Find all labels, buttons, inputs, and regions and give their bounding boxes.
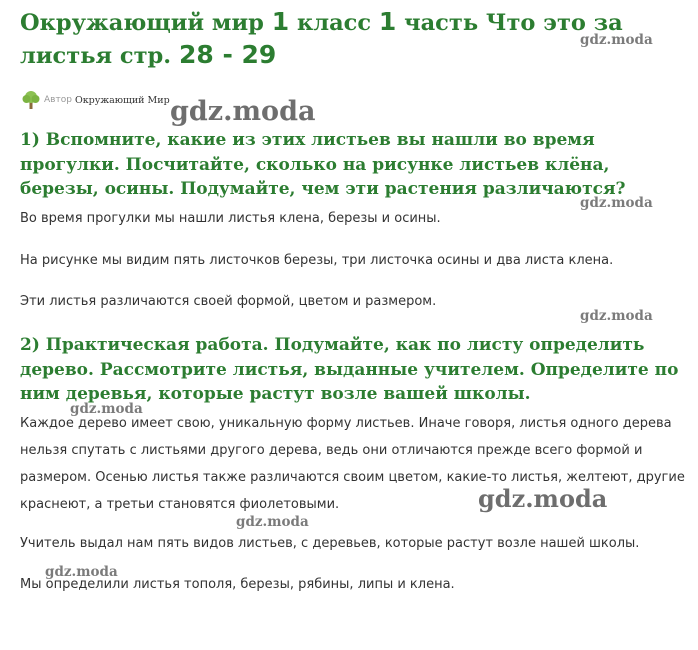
title-part-number: 1	[378, 7, 397, 36]
answer-2-paragraph-2: Учитель выдал нам пять видов листьев, с деревьев, которые растут возле нашей школы.	[20, 536, 640, 551]
watermark: gdz.moda	[580, 195, 653, 211]
watermark: gdz.moda	[70, 401, 143, 417]
answer-1-line-2: На рисунке мы видим пять листочков березы, три листочка осины и два листа клена.	[20, 253, 614, 268]
answer-1-line-1: Во время прогулки мы нашли листья клена, березы и осины.	[20, 211, 441, 226]
title-text-1: Окружающий мир	[20, 10, 272, 36]
author-line	[20, 90, 170, 110]
watermark: gdz.moda	[236, 514, 309, 530]
answer-2-paragraph-3: Мы определили листья тополя, березы, рябины, липы и клена.	[20, 577, 455, 592]
answer-2-paragraph-1: Каждое дерево имеет свою, уникальную форму листьев. Иначе говоря, листья одного дерева нельзя спутать с листьями другого дерева, ведь они отличаются прежде всего формой и размером. Осенью листья также различаются своим цветом, какие-то листья, желтеют, другие краснеют, а третьи становятся фиолетовыми.	[20, 416, 685, 512]
author-name[interactable]: Окружающий Мир	[74, 94, 170, 106]
title-text-2: класс	[289, 10, 379, 36]
watermark: gdz.moda	[45, 564, 118, 580]
title-text-3: часть Что это за листья стр.	[20, 10, 623, 69]
question-2: 2) Практическая работа. Подумайте, как по листу определить дерево. Рассмотрите листья, выданные учителем. Определите по ним деревья, которые растут возле вашей школы.	[20, 335, 679, 404]
watermark: gdz.moda	[580, 32, 653, 48]
title-pages: 28 - 29	[178, 40, 277, 69]
title-grade-number: 1	[271, 7, 290, 36]
tree-icon	[20, 90, 42, 110]
watermark: gdz.moda	[580, 308, 653, 324]
watermark: gdz.moda	[478, 484, 608, 513]
watermark: gdz.moda	[170, 96, 316, 127]
question-1: 1) Вспомните, какие из этих листьев вы нашли во время прогулки. Посчитайте, сколько на рисунке листьев клёна, березы, осины. Подумайте, чем эти растения различаются?	[20, 130, 626, 199]
answer-1-line-3: Эти листья различаются своей формой, цветом и размером.	[20, 294, 437, 309]
author-label: Автор	[44, 95, 72, 105]
